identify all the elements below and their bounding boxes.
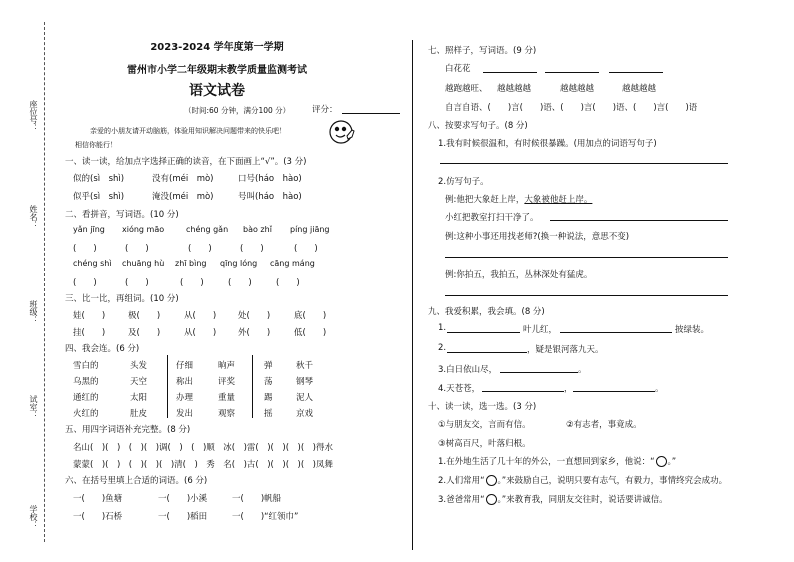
q4-c3-3[interactable]: 办理 [176, 393, 194, 403]
q1-r1-c3[interactable]: 口号(háo hào) [238, 174, 302, 184]
q9-l2-num: 2. [438, 343, 447, 353]
q7-blank-1[interactable] [483, 72, 537, 73]
q4-c5-1[interactable]: 弹 [264, 361, 273, 371]
q9-l1-end: 披绿装。 [675, 325, 710, 335]
q4-c4-1[interactable]: 晌声 [218, 361, 236, 371]
q7-r2-1[interactable]: 越越越越 [497, 84, 532, 94]
q2-answer-4[interactable]: ( ) [240, 244, 264, 254]
q4-divider-2 [252, 355, 253, 418]
room-label: 试室： [29, 395, 38, 419]
greeting-line1: 亲爱的小朋友请开动脑筋，体验用知识解决问题带来的快乐吧！ [90, 127, 286, 135]
q9-l2-end: ，疑是银河落九天。 [527, 345, 604, 355]
q10-s2-text: 2.人们常用“ [438, 476, 485, 486]
q4-c3-2[interactable]: 称出 [176, 377, 194, 387]
q9-l4-mid: ， [564, 384, 573, 394]
seat-label: 座位号： [29, 100, 38, 132]
q7-blank-2[interactable] [545, 72, 599, 73]
q3-title: 三、比一比，再组词。(10 分) [65, 294, 179, 304]
q8-example-2: 例:这种小事还用找老师?(换一种说法，意思不变) [445, 232, 630, 242]
q9-blank-1[interactable] [447, 332, 520, 333]
q10-s1 [438, 455, 676, 467]
q1-r1-c1[interactable]: 似的(sì shì) [73, 174, 125, 184]
q3-r2-3[interactable]: 从( ) [184, 328, 217, 338]
school-label: 学校： [29, 505, 38, 529]
q5-title: 五、用四字词语补充完整。(8 分) [65, 425, 191, 435]
q7-row-3[interactable]: 自言自语、( )言( )语、( )言( )语、( )言( )语 [445, 103, 698, 113]
thumbs-up-smiley-icon [328, 118, 356, 146]
q9-l1-mid: 叶儿红， [523, 325, 558, 335]
q4-c2-4[interactable]: 肚皮 [130, 409, 148, 419]
q8-example-1 [445, 193, 592, 205]
left-column [62, 38, 402, 119]
q2-answer-6[interactable]: ( ) [73, 278, 97, 288]
q2-pinyin-2: xióng māo [122, 225, 165, 234]
q3-r1-1[interactable]: 娃( ) [73, 311, 106, 321]
q10-answer-circle-1[interactable] [656, 456, 667, 467]
q4-c6-1[interactable]: 秋千 [296, 361, 314, 371]
q10-option-1: ①与朋友交，言而有信。 [438, 420, 531, 430]
q2-pinyin-7: chuāng hù [122, 259, 165, 268]
q10-option-3: ③树高百尺，叶落归根。 [438, 439, 531, 449]
q4-c4-3[interactable]: 重量 [218, 393, 236, 403]
q9-l1-num: 1. [438, 323, 447, 333]
q4-c4-2[interactable]: 评奖 [218, 377, 236, 387]
q3-r1-3[interactable]: 从( ) [184, 311, 217, 321]
q5-row-1[interactable]: 名山( )( ) ( )( )调( ) ( )顺 冰( )雷( )( )( )( )得水 [73, 443, 333, 453]
q2-answer-3[interactable]: ( ) [188, 244, 212, 254]
q9-blank-6[interactable] [573, 391, 655, 392]
exam-year-line: 2023-2024 学年度第一学期 [150, 42, 284, 53]
q1-r2-c1[interactable]: 似乎(sì shì) [73, 192, 125, 202]
q10-s3-text: 3.爸爸常用“ [438, 495, 485, 505]
q9-l4-end: 。 [655, 384, 664, 394]
q10-answer-circle-3[interactable] [486, 494, 497, 505]
q7-example-2: 越跑越旺、 [445, 84, 488, 94]
q3-r1-4[interactable]: 处( ) [238, 311, 271, 321]
q10-s2 [438, 474, 727, 486]
q9-l3: 3.白日依山尽， [438, 365, 498, 375]
q6-title: 六、在括号里填上合适的词语。(6 分) [65, 476, 208, 486]
q4-divider-1 [167, 355, 168, 418]
q10-title: 十、读一读，选一选。(3 分) [428, 402, 537, 412]
q6-r2-2[interactable]: 一( )稻田 [158, 512, 208, 522]
q10-s1-text: 1.在外地生活了几十年的外公，一直想回到家乡，他说：“ [438, 457, 655, 467]
q2-pinyin-5: píng jiāng [290, 225, 330, 234]
q4-title: 四、我会连。(6 分) [65, 344, 140, 354]
q4-c2-2[interactable]: 天空 [130, 377, 148, 387]
q6-r2-1[interactable]: 一( )石桥 [73, 512, 123, 522]
q8-s1: 1.我有时候很温和，有时候很暴躁。(用加点的词语写句子) [438, 139, 657, 149]
score-blank[interactable] [342, 113, 400, 114]
q8-s2: 2.仿写句子。 [438, 177, 489, 187]
q7-r2-2[interactable]: 越越越越 [560, 84, 595, 94]
q8-line-1[interactable] [440, 163, 728, 164]
q2-pinyin-4: bào zhǐ [243, 225, 272, 234]
q3-r2-5[interactable]: 低( ) [294, 328, 327, 338]
q8-line-4[interactable] [445, 295, 728, 296]
q7-blank-3[interactable] [609, 72, 663, 73]
q2-answer-10[interactable]: ( ) [276, 278, 300, 288]
q4-c3-4[interactable]: 发出 [176, 409, 194, 419]
exam-time: （时间:60 分钟，满分100 分） [184, 106, 291, 115]
q2-answer-8[interactable]: ( ) [180, 278, 204, 288]
q2-pinyin-8: zhī bìng [175, 259, 207, 268]
q2-pinyin-6: chéng shì [73, 259, 112, 268]
score-label: 评分： [312, 105, 338, 115]
q7-title: 七、照样子，写词语。(9 分) [428, 46, 537, 56]
q10-s2-end: 。”来鼓励自己，说明只要有志气，有毅力，事情终究会成功。 [497, 476, 728, 486]
q3-r1-2[interactable]: 极( ) [128, 311, 161, 321]
q7-example-1: 白花花 [445, 64, 471, 74]
q9-blank-4[interactable] [500, 372, 578, 373]
q8-line-3[interactable] [445, 257, 728, 258]
q2-pinyin-9: qīng lóng [220, 259, 258, 268]
q2-pinyin-3: chéng gǎn [186, 225, 229, 234]
q2-answer-5[interactable]: ( ) [294, 244, 318, 254]
q2-pinyin-1: yǎn jīng [73, 225, 105, 234]
binding-dashed-line [44, 22, 45, 542]
q4-c5-4[interactable]: 摇 [264, 409, 273, 419]
q3-r1-5[interactable]: 底( ) [294, 311, 327, 321]
q4-c6-3[interactable]: 泥人 [296, 393, 314, 403]
q6-r1-1[interactable]: 一( )鱼塘 [73, 494, 123, 504]
q10-s3 [438, 493, 668, 505]
q10-s3-end: 。”来教育我，同朋友交往时，说话要讲诚信。 [497, 495, 668, 505]
q4-c3-1[interactable]: 仔细 [176, 361, 194, 371]
q9-blank-5[interactable] [482, 391, 564, 392]
q5-row-2[interactable]: 蒙蒙( )( ) ( )( )( )清( ) 秀 名( )古( )( )( )( )凤舞 [73, 460, 333, 470]
paper-title: 语文试卷 [189, 83, 245, 99]
q4-c5-2[interactable]: 荡 [264, 377, 273, 387]
q8-line-2[interactable] [550, 220, 728, 221]
q3-r2-2[interactable]: 及( ) [128, 328, 161, 338]
q4-c6-2[interactable]: 钢琴 [296, 377, 314, 387]
q1-r2-c2[interactable]: 淹没(méi mò) [152, 192, 214, 202]
q4-c1-4[interactable]: 火红的 [73, 409, 99, 419]
q4-c5-3[interactable]: 踢 [264, 393, 273, 403]
q8-s3: 小红把教室打扫干净了。 [445, 213, 539, 223]
q9-blank-2[interactable] [560, 332, 672, 333]
q1-title: 一、读一读，给加点字选择正确的读音，在下面画上“√”。(3 分) [65, 157, 307, 167]
q2-answer-1[interactable]: ( ) [73, 244, 97, 254]
q6-r1-3[interactable]: 一( )帆船 [232, 494, 282, 504]
q1-r1-c2[interactable]: 没有(méi mò) [152, 174, 214, 184]
column-divider [412, 40, 413, 550]
q4-c1-1[interactable]: 雪白的 [73, 361, 99, 371]
q9-l3-end: 。 [578, 365, 587, 375]
q8-title: 八、按要求写句子。(8 分) [428, 121, 528, 131]
class-label: 班级： [29, 300, 38, 324]
q1-r2-c3[interactable]: 号叫(háo hào) [238, 192, 302, 202]
q6-r2-3[interactable]: 一( )“红领巾” [232, 512, 299, 522]
q4-c2-1[interactable]: 头发 [130, 361, 148, 371]
q6-r1-2[interactable]: 一( )小溪 [158, 494, 208, 504]
q9-l4: 4.天苍苍， [438, 384, 481, 394]
q2-title: 二、看拼音，写词语。(10 分) [65, 210, 179, 220]
q7-r2-3[interactable]: 越越越越 [622, 84, 657, 94]
q10-option-2: ②有志者，事竟成。 [566, 420, 642, 430]
q2-answer-9[interactable]: ( ) [228, 278, 252, 288]
q4-c1-2[interactable]: 乌黑的 [73, 377, 99, 387]
q8-example-3: 例:你拍五，我拍五，丛林深处有猛虎。 [445, 270, 593, 280]
name-label: 姓名： [29, 205, 38, 229]
q2-answer-2[interactable]: ( ) [125, 244, 149, 254]
q3-r2-1[interactable]: 挂( ) [73, 328, 106, 338]
exam-meta [62, 103, 402, 119]
greeting-line2: 相信你能行！ [75, 141, 117, 149]
q4-c2-3[interactable]: 太阳 [130, 393, 148, 403]
q3-r2-4[interactable]: 外( ) [238, 328, 271, 338]
q4-c6-4[interactable]: 京戏 [296, 409, 314, 419]
q4-c1-3[interactable]: 通红的 [73, 393, 99, 403]
q9-blank-3[interactable] [447, 352, 527, 353]
q8-example-1b: 大象被他赶上岸。 [524, 195, 593, 205]
q10-answer-circle-2[interactable] [486, 475, 497, 486]
exam-name-line: 雷州市小学二年级期末教学质量监测考试 [127, 65, 307, 76]
q9-title: 九、我爱积累，我会填。(8 分) [428, 307, 545, 317]
q8-example-1a: 例:他把大象赶上岸， [445, 195, 525, 205]
q2-answer-7[interactable]: ( ) [125, 278, 149, 288]
q2-pinyin-10: cāng máng [270, 259, 315, 268]
q4-c4-4[interactable]: 观察 [218, 409, 236, 419]
q10-s1-end: 。” [667, 457, 677, 467]
